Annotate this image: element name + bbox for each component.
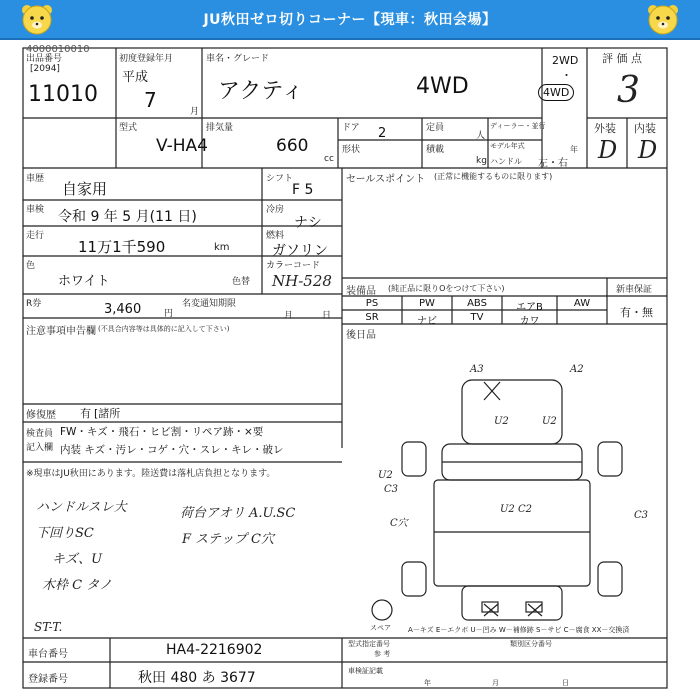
handwritten-note-1: ハンドルスレ大	[36, 500, 127, 515]
sales-point-note: (正常に機能するものに限ります)	[434, 172, 553, 181]
first-reg-label: 初度登録年月	[119, 54, 174, 64]
first-reg-era: 平成	[122, 70, 149, 85]
handle-value: 左・右	[538, 158, 568, 169]
diagram-legend: A－キズ E－エクボ U－凹み W－補修跡 S－サビ C－腐食 XX－交換済	[408, 626, 630, 634]
mileage-value: 11万1千590	[78, 238, 166, 256]
inspector-interior-line: 内装 キズ・汚レ・コゲ・穴・スレ・キレ・破レ	[60, 444, 284, 456]
score-value: 3	[617, 70, 640, 111]
equip-ps: PS	[365, 298, 379, 309]
bear-mascot-icon	[646, 2, 680, 36]
sales-point-label: セールスポイント	[346, 174, 426, 185]
diagram-mark-c3-left: C3	[384, 484, 399, 495]
recycle-unit: 円	[164, 309, 174, 319]
plate-value: 秋田 480 あ 3677	[138, 670, 256, 686]
bottom-label: 車検証記載	[348, 667, 383, 675]
shift-label: シフト	[266, 174, 294, 184]
reg-change-month: 月	[284, 311, 294, 321]
equip-leather: カワ	[519, 316, 540, 327]
displacement-label: 排気量	[206, 123, 234, 133]
chassis-label: 車台番号	[28, 649, 68, 660]
lot-number: 11010	[28, 82, 98, 107]
notes-note: (不具合内容等は具体的に記入して下さい)	[98, 325, 230, 333]
first-reg-month: 月	[190, 107, 200, 117]
inspection-label: 車検	[26, 205, 45, 215]
displacement-unit: cc	[324, 154, 334, 164]
shape-label: 形状	[342, 145, 361, 155]
model-value: V-HA4	[156, 136, 208, 156]
equip-tv: TV	[470, 312, 484, 323]
inspection-value: 令和 9 年 5 月(11 日)	[58, 209, 197, 225]
usage-value: 自家用	[62, 180, 108, 198]
handwritten-note-7: ST-T.	[34, 620, 63, 634]
car-name: アクティ	[218, 79, 304, 104]
load-label: 積載	[426, 145, 445, 155]
header-strip: 4000010010	[26, 44, 90, 55]
equip-navi: ナビ	[417, 316, 437, 327]
fuel-value: ガソリン	[272, 243, 328, 259]
doors-label: ドア	[342, 123, 360, 133]
aircon-label: 冷房	[266, 205, 285, 215]
first-reg-year: 7	[144, 88, 157, 112]
equipment-note: (純正品に限りOをつけて下さい)	[388, 284, 505, 293]
repair-label: 修復歴	[26, 410, 56, 421]
lot-label: 出品番号	[26, 54, 63, 64]
handwritten-note-3: キズ、U	[52, 552, 103, 567]
equip-aw: AW	[573, 298, 591, 309]
diagram-mark-u2-front: U2	[494, 416, 509, 427]
inspector-label-2: 記入欄	[26, 443, 54, 453]
diagram-spare-label: スペア	[370, 624, 391, 632]
fuel-label: 燃料	[266, 231, 285, 241]
diagram-mark-c3-right: C3	[634, 510, 649, 521]
model-year-label: モデル年式	[490, 142, 525, 150]
plate-label: 登録番号	[28, 674, 68, 685]
exterior-score: D	[598, 136, 618, 164]
bottom-month: 月	[492, 679, 499, 687]
usage-label: 車歴	[26, 174, 45, 184]
interior-label: 内装	[634, 122, 656, 135]
equip-abs: ABS	[467, 298, 487, 309]
equip-pw: PW	[419, 298, 435, 309]
drive-2wd: 2WD	[552, 54, 579, 67]
legend-type-number: 型式指定番号	[348, 640, 390, 648]
score-label: 評 価 点	[602, 52, 642, 65]
drive-4wd: 4WD	[538, 84, 574, 101]
repair-value: 有	[80, 407, 91, 420]
handwritten-note-6: F ステップ C穴	[182, 532, 274, 547]
interior-score: D	[638, 136, 658, 164]
color-code-label: カラーコード	[266, 261, 321, 271]
car-name-label: 車名・グレード	[206, 54, 270, 64]
equip-airbag: エアB	[516, 302, 543, 313]
handwritten-note-4: 木枠 C タノ	[42, 578, 112, 593]
displacement-value: 660	[276, 136, 309, 156]
recycle-value: 3,460	[104, 302, 142, 317]
top-banner	[0, 0, 700, 40]
diagram-mark-a2: A2	[570, 364, 584, 375]
model-year-unit: 年	[570, 145, 578, 154]
load-unit: kg	[476, 156, 487, 166]
inspector-fw-line: FW・キズ・飛石・ヒビ割・リペア跡・×要	[60, 426, 264, 438]
bottom-year: 年	[424, 679, 431, 687]
car-drive: 4WD	[416, 74, 469, 99]
handle-label: ハンドル	[490, 157, 522, 166]
color-label: 色	[26, 261, 36, 271]
aircon-value: ナシ	[294, 215, 322, 231]
new-warranty-label: 新車保証	[616, 285, 653, 295]
reg-change-day: 日	[322, 311, 332, 321]
legend-class-number: 類別区分番号	[510, 640, 552, 648]
equipment-label: 装備品	[346, 286, 376, 297]
diagram-mark-u2-left: U2	[378, 470, 393, 481]
color-change-label: 色替	[232, 277, 251, 287]
mileage-unit: km	[214, 242, 230, 253]
dealer-label: ディーラー・並行	[490, 122, 546, 130]
bottom-day: 日	[562, 679, 569, 687]
color-code: NH-528	[272, 272, 332, 290]
new-warranty-value: 有・無	[620, 306, 653, 319]
recycle-label: R券	[26, 299, 42, 309]
ju-notice: ※現車はJU秋田にあります。陸送費は落札店負担となります。	[26, 469, 276, 479]
exterior-label: 外装	[594, 122, 616, 135]
handwritten-note-2: 下回りSC	[36, 526, 94, 541]
diagram-mark-c-hole: C穴	[390, 518, 408, 529]
color-value: ホワイト	[58, 274, 110, 289]
shift-value: F 5	[292, 182, 314, 198]
doors-value: 2	[378, 126, 387, 141]
lot-sub: [2094]	[30, 64, 60, 74]
handwritten-note-5: 荷台アオリ A.U.SC	[180, 506, 296, 521]
diagram-mark-a3: A3	[470, 364, 484, 375]
after-label: 後日品	[346, 330, 376, 341]
equip-sr: SR	[365, 312, 379, 323]
capacity-label: 定員	[426, 123, 445, 133]
chassis-value: HA4-2216902	[166, 642, 263, 658]
inspector-label-1: 検査員	[26, 429, 54, 439]
damage-diagram	[22, 42, 668, 692]
mileage-label: 走行	[26, 231, 45, 241]
repair-detail: [諸所	[94, 407, 121, 420]
auction-sheet	[22, 42, 668, 692]
drive-dot: ・	[561, 69, 572, 82]
notes-label: 注意事項申告欄	[26, 326, 96, 337]
diagram-mark-u2-c2: U2 C2	[500, 504, 532, 515]
model-label: 型式	[119, 123, 138, 133]
legend-ref-1: 参 考	[374, 650, 391, 658]
capacity-unit: 人	[476, 131, 486, 141]
diagram-mark-u2-front-right: U2	[542, 416, 557, 427]
banner-title: JU秋田ゼロ切りコーナー【現車：秋田会場】	[203, 12, 497, 28]
reg-change-label: 名変通知期限	[182, 299, 237, 309]
